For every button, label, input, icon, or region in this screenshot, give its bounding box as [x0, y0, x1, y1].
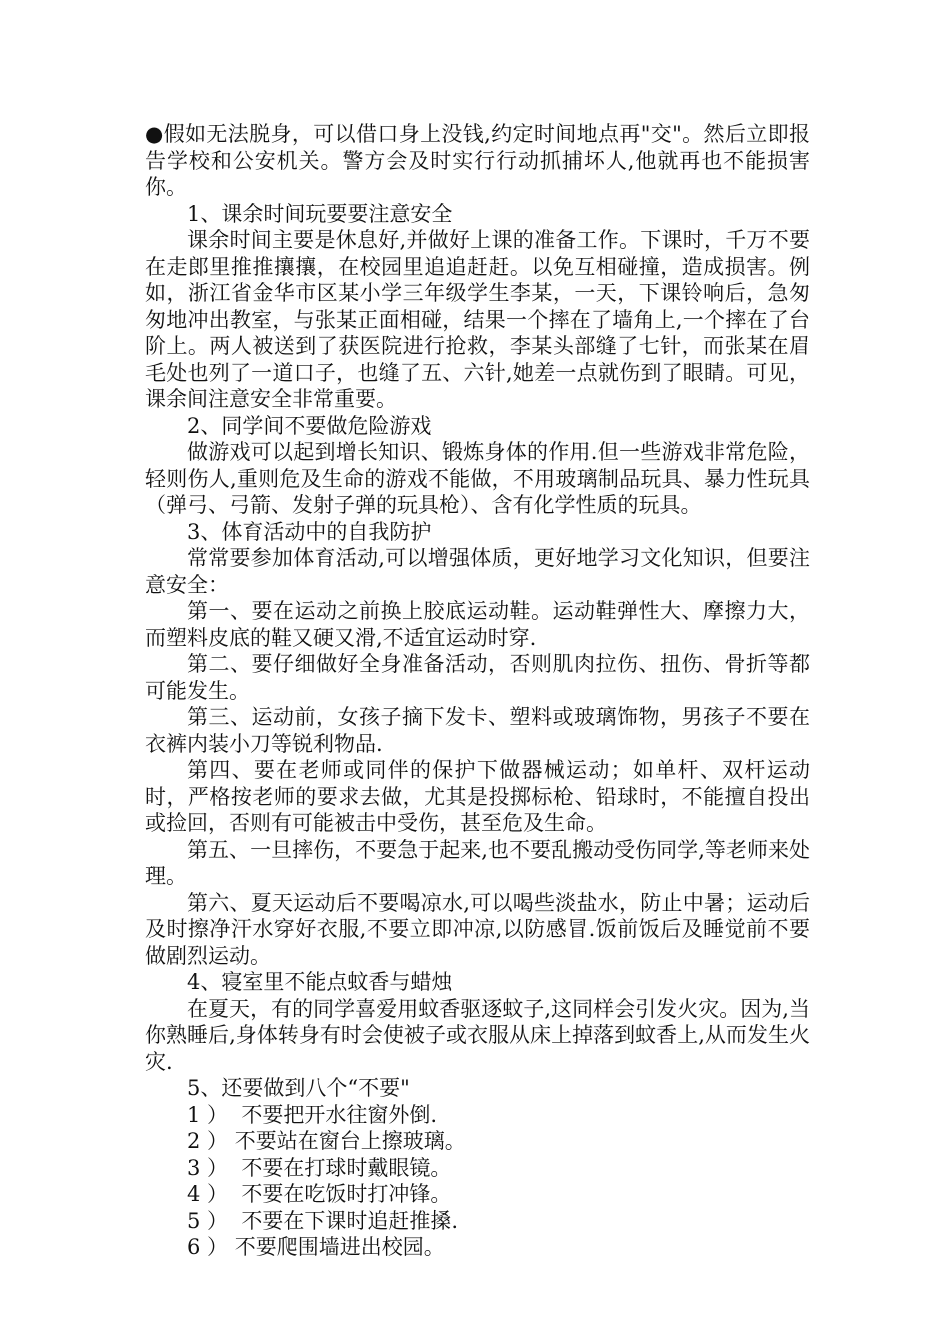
paragraph-sports-intro: 常常要参加体育活动,可以增强体质，更好地学习文化知识，但要注意安全：	[145, 546, 810, 597]
paragraph-sports-rule-5: 第五、一旦摔伤，不要急于起来,也不要乱搬动受伤同学,等老师来处理。	[145, 837, 810, 888]
list-item: 1 ） 不要把开水往窗外倒.	[187, 1102, 438, 1127]
paragraph-sports-rule-6: 第六、夏天运动后不要喝凉水,可以喝些淡盐水，防止中暑；运动后及时擦净汗水穿好衣服,不要立即冲凉,以防感冒.饭前饭后及睡觉前不要做剧烈运动。	[145, 890, 810, 968]
list-item: 4 ） 不要在吃饭时打冲锋。	[187, 1182, 452, 1206]
list-item: 3 ） 不要在打球时戴眼镜。	[187, 1155, 452, 1180]
section-heading-5: 5、还要做到八个“不要"	[187, 1076, 410, 1100]
paragraph-sports-rule-4: 第四、要在老师或同伴的保护下做器械运动；如单杆、双杆运动时，严格按老师的要求去做，尤其是投掷标枪、铅球时，不能擅自投出或捡回，否则有可能被击中受伤，甚至危及生命。	[145, 758, 810, 835]
paragraph-sports-rule-1: 第一、要在运动之前换上胶底运动鞋。运动鞋弹性大、摩擦力大，而塑料皮底的鞋又硬又滑,不适宜运动时穿.	[145, 599, 810, 650]
dont-list	[145, 1102, 810, 1261]
section-heading-2: 2、同学间不要做危险游戏	[187, 413, 432, 438]
paragraph-dangerous-games: 做游戏可以起到增长知识、锻炼身体的作用.但一些游戏非常危险，轻则伤人,重则危及生命的游戏不能做，不用玻璃制品玩具、暴力性玩具（弹弓、弓箭、发射子弹的玩具枪）、含有化学性质的玩具。	[145, 440, 810, 517]
paragraph-break-safety: 课余时间主要是休息好,并做好上课的准备工作。下课时，千万不要在走郎里推推攘攘，在校园里追追赶赶。以免互相碰撞，造成损害。例如，浙江省金华市区某小学三年级学生李某，一天，下课铃响后，急匆匆地冲出教室，与张某正面相碰，结果一个摔在了墙角上,一个摔在了台阶上。两人被送到了获医院进行抢救，李某头部缝了七针，而张某在眉毛处也列了一道口子，也缝了五、六针,她差一点就伤到了眼睛。可见，课余间注意安全非常重要。	[145, 228, 810, 411]
list-item: 5 ） 不要在下课时追赶推搡.	[187, 1208, 459, 1233]
paragraph-mosquito-coil: 在夏天，有的同学喜爱用蚊香驱逐蚊子,这同样会引发火灾。因为,当你熟睡后,身体转身有时会使被子或衣服从床上掉落到蚊香上,从而发生火灾.	[145, 996, 810, 1074]
section-heading-3: 3、体育活动中的自我防护	[187, 519, 432, 544]
section-heading-1: 1、课余时间玩要要注意安全	[187, 201, 453, 226]
paragraph-intro: ●假如无法脱身，可以借口身上没钱,约定时间地点再"交"。然后立即报告学校和公安机关。警方会及时实行行动抓捕坏人,他就再也不能损害你。	[145, 122, 810, 199]
section-heading-4: 4、寝室里不能点蚊香与蜡烛	[187, 970, 453, 994]
paragraph-sports-rule-3: 第三、运动前，女孩子摘下发卡、塑料或玻璃饰物，男孩子不要在衣裤内装小刀等锐利物品.	[145, 705, 810, 756]
document-page	[145, 121, 810, 1261]
list-item: 2 ） 不要站在窗台上擦玻璃。	[187, 1129, 466, 1153]
list-item: 6 ） 不要爬围墙进出校园。	[187, 1235, 445, 1259]
paragraph-sports-rule-2: 第二、要仔细做好全身准备活动，否则肌肉拉伤、扭伤、骨折等都可能发生。	[145, 652, 810, 703]
